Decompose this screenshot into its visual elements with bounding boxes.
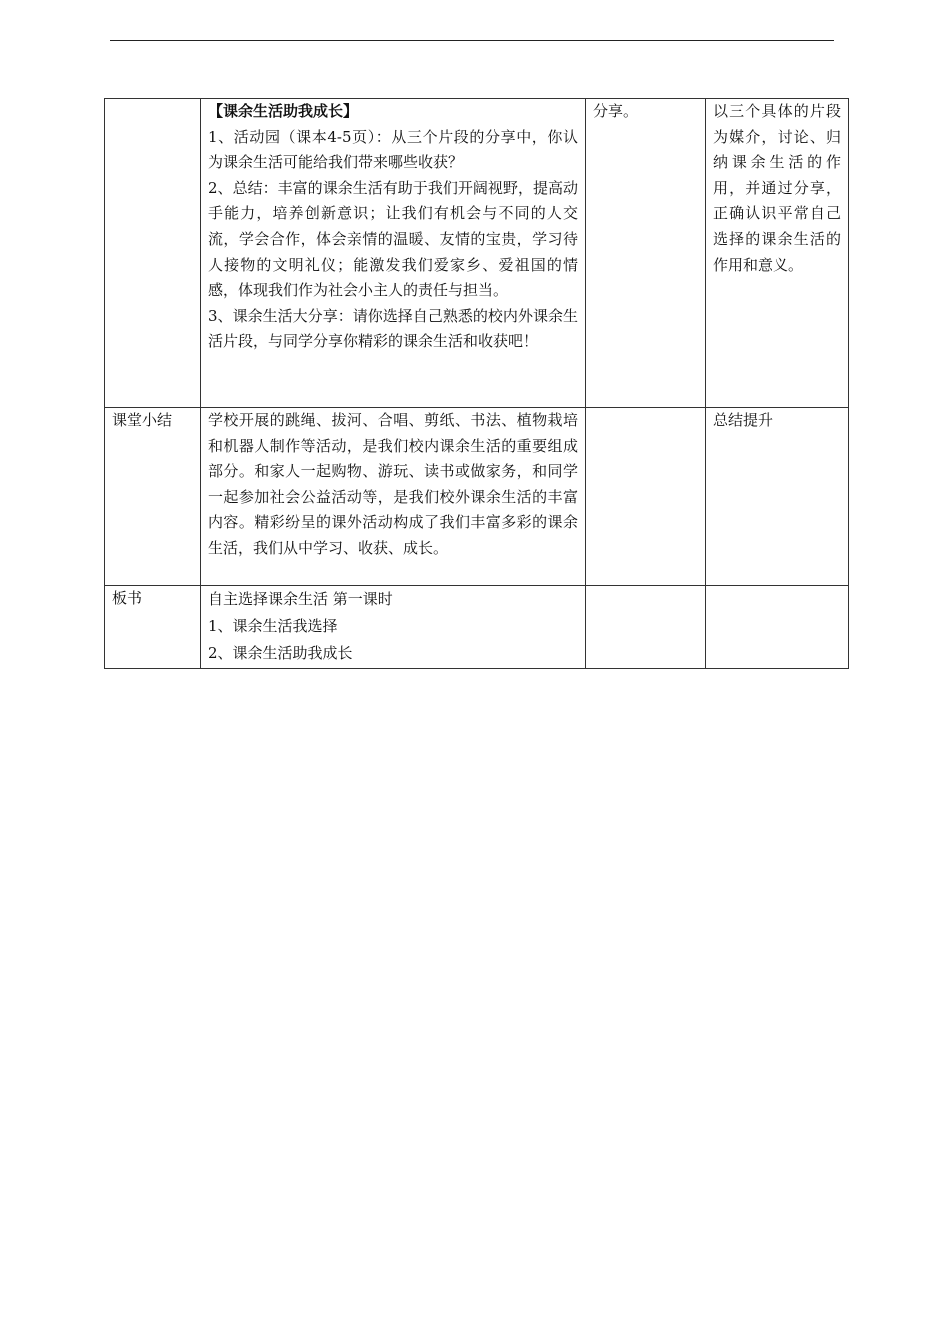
blackboard-line: 自主选择课余生活 第一课时 <box>208 590 393 608</box>
blackboard-line: 2、课余生活助我成长 <box>208 644 353 662</box>
table-row <box>105 586 849 669</box>
content-item: 3、课余生活大分享：请你选择自己熟悉的校内外课余生活片段，与同学分享你精彩的课余生活和收获吧！ <box>208 306 578 351</box>
student-activity-cell <box>586 408 706 586</box>
lesson-plan-table <box>104 98 849 669</box>
student-activity-cell: 分享。 <box>586 99 706 408</box>
design-intent-cell <box>706 586 849 669</box>
content-item: 2、总结：丰富的课余生活有助于我们开阔视野，提高动手能力，培养创新意识；让我们有机会与不同的人交流，学会合作，体会亲情的温暖、友情的宝贵，学习待人接物的文明礼仪；能激发我们爱家乡、爱祖国的情感，体现我们作为社会小主人的责任与担当。 <box>208 178 578 300</box>
row-label-cell: 课堂小结 <box>105 408 201 586</box>
design-intent-cell: 总结提升 <box>706 408 849 586</box>
table-row <box>105 408 849 586</box>
summary-content-cell: 学校开展的跳绳、拔河、合唱、剪纸、书法、植物栽培和机器人制作等活动，是我们校内课余生活的重要组成部分。和家人一起购物、游玩、读书或做家务，和同学一起参加社会公益活动等，是我们校外课余生活的丰富内容。精彩纷呈的课外活动构成了我们丰富多彩的课余生活，我们从中学习、收获、成长。 <box>201 408 586 586</box>
row-label-cell: 板书 <box>105 586 201 669</box>
design-intent-cell: 以三个具体的片段为媒介，讨论、归纳课余生活的作用，并通过分享，正确认识平常自己选择的课余生活的作用和意义。 <box>706 99 849 408</box>
section-heading: 【课余生活助我成长】 <box>208 102 359 120</box>
blackboard-content-cell <box>201 586 586 669</box>
content-cell <box>201 99 586 408</box>
header-rule <box>110 40 834 41</box>
student-activity-cell <box>586 586 706 669</box>
row-label-cell <box>105 99 201 408</box>
table-row <box>105 99 849 408</box>
blackboard-line: 1、课余生活我选择 <box>208 617 338 635</box>
content-item: 1、活动园（课本4-5页）：从三个片段的分享中，你认为课余生活可能给我们带来哪些收获？ <box>208 127 578 172</box>
